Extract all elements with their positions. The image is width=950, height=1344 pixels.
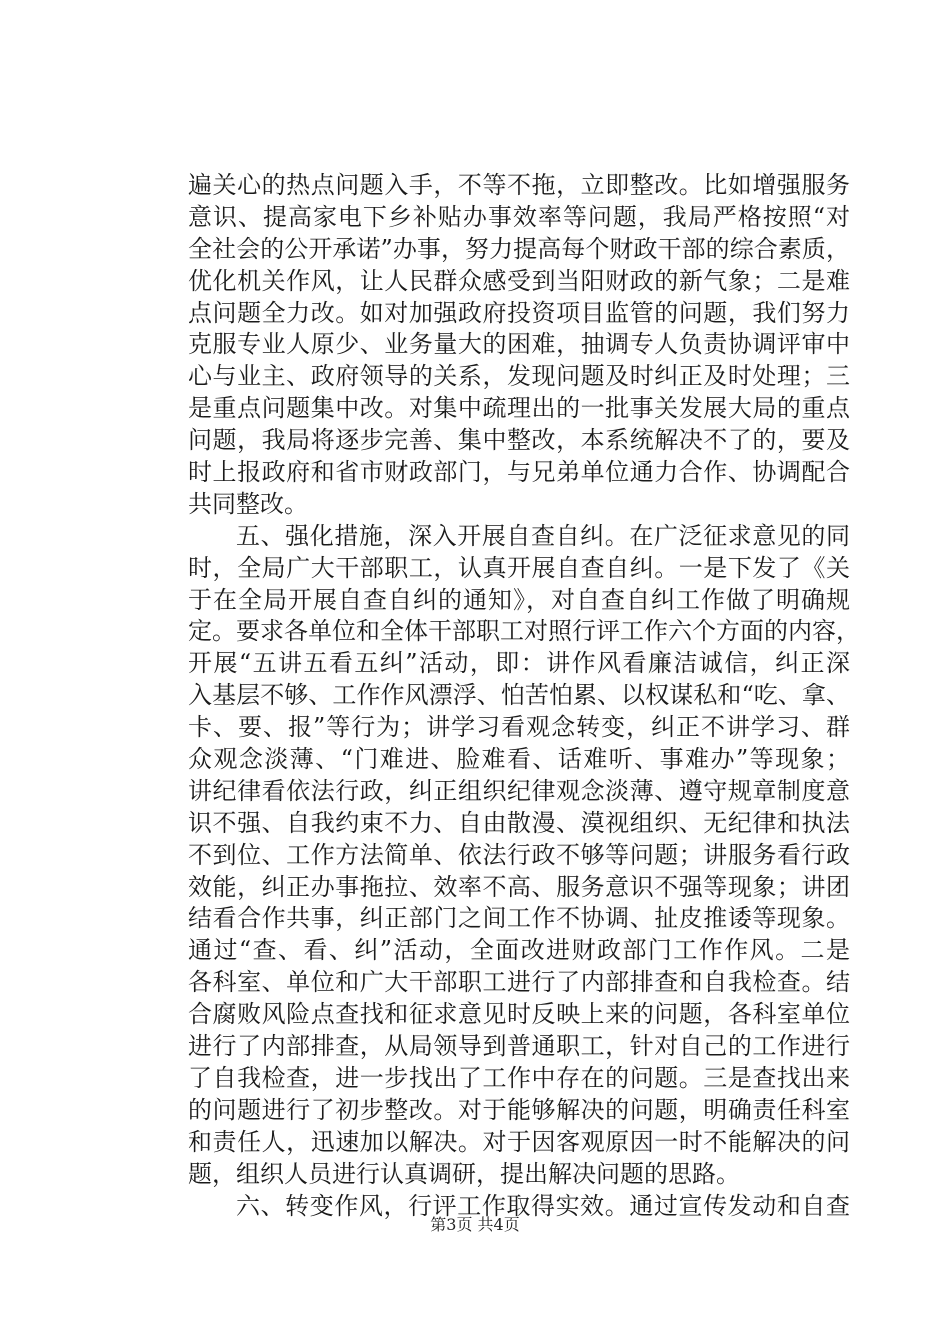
text-line: 不到位、工作方法简单、依法行政不够等问题；讲服务看行政 xyxy=(188,840,850,869)
text-line: 的问题进行了初步整改。对于能够解决的问题，明确责任科室 xyxy=(188,1095,850,1124)
text-line: 定。要求各单位和全体干部职工对照行评工作六个方面的内容， xyxy=(188,617,860,646)
text-line: 全社会的公开承诺”办事，努力提高每个财政干部的综合素质， xyxy=(188,234,850,263)
text-line: 遍关心的热点问题入手，不等不拖，立即整改。比如增强服务 xyxy=(188,171,850,199)
text-line: 各科室、单位和广大干部职工进行了内部排查和自我检查。结 xyxy=(188,968,850,997)
text-line: 题，组织人员进行认真调研，提出解决问题的思路。 xyxy=(188,1159,740,1188)
text-line: 结看合作共事，纠正部门之间工作不协调、扯皮推诿等现象。 xyxy=(188,904,850,933)
text-line: 心与业主、政府领导的关系，发现问题及时纠正及时处理；三 xyxy=(188,362,850,391)
text-line: 问题，我局将逐步完善、集中整改，本系统解决不了的，要及 xyxy=(188,426,850,455)
text-line: 优化机关作风，让人民群众感受到当阳财政的新气象；二是难 xyxy=(188,266,850,295)
text-line: 意识、提高家电下乡补贴办事效率等问题，我局严格按照“对 xyxy=(188,202,850,231)
paragraph-first-line: 五、强化措施，深入开展自查自纠。在广泛征求意见的同 xyxy=(236,521,850,550)
text-line: 卡、要、报”等行为；讲学习看观念转变，纠正不讲学习、群 xyxy=(188,713,850,742)
text-line: 点问题全力改。如对加强政府投资项目监管的问题，我们努力 xyxy=(188,298,850,327)
text-line: 共同整改。 xyxy=(188,489,308,518)
text-line: 众观念淡薄、“门难进、脸难看、话难听、事难办”等现象； xyxy=(188,745,850,774)
text-line: 和责任人，迅速加以解决。对于因客观原因一时不能解决的问 xyxy=(188,1127,850,1156)
text-line: 克服专业人原少、业务量大的困难，抽调专人负责协调评审中 xyxy=(188,330,850,359)
text-line: 于在全局开展自查自纠的通知》，对自查自纠工作做了明确规 xyxy=(188,585,850,614)
paragraph-first-line: 六、转变作风，行评工作取得实效。通过宣传发动和自查 xyxy=(236,1191,850,1220)
text-line: 效能，纠正办事拖拉、效率不高、服务意识不强等现象；讲团 xyxy=(188,872,850,901)
text-line: 识不强、自我约束不力、自由散漫、漠视组织、无纪律和执法 xyxy=(188,808,850,837)
text-line: 入基层不够、工作作风漂浮、怕苦怕累、以权谋私和“吃、拿、 xyxy=(188,681,850,710)
text-line: 时，全局广大干部职工，认真开展自查自纠。一是下发了《关 xyxy=(188,553,850,582)
text-line: 合腐败风险点查找和征求意见时反映上来的问题，各科室单位 xyxy=(188,1000,850,1029)
text-line: 是重点问题集中改。对集中疏理出的一批事关发展大局的重点 xyxy=(188,394,850,423)
text-line: 了自我检查，进一步找出了工作中存在的问题。三是查找出来 xyxy=(188,1063,850,1092)
text-line: 进行了内部排查，从局领导到普通职工，针对自己的工作进行 xyxy=(188,1032,850,1061)
text-line: 开展“五讲五看五纠”活动，即：讲作风看廉洁诚信，纠正深 xyxy=(188,649,850,678)
document-body xyxy=(188,170,860,1222)
page-footer: 第3页 共4页 xyxy=(430,1215,520,1234)
text-line: 讲纪律看依法行政，纠正组织纪律观念淡薄、遵守规章制度意 xyxy=(188,776,850,805)
text-line: 通过“查、看、纠”活动，全面改进财政部门工作作风。二是 xyxy=(188,936,850,965)
text-line: 时上报政府和省市财政部门，与兄弟单位通力合作、协调配合 xyxy=(188,458,850,487)
